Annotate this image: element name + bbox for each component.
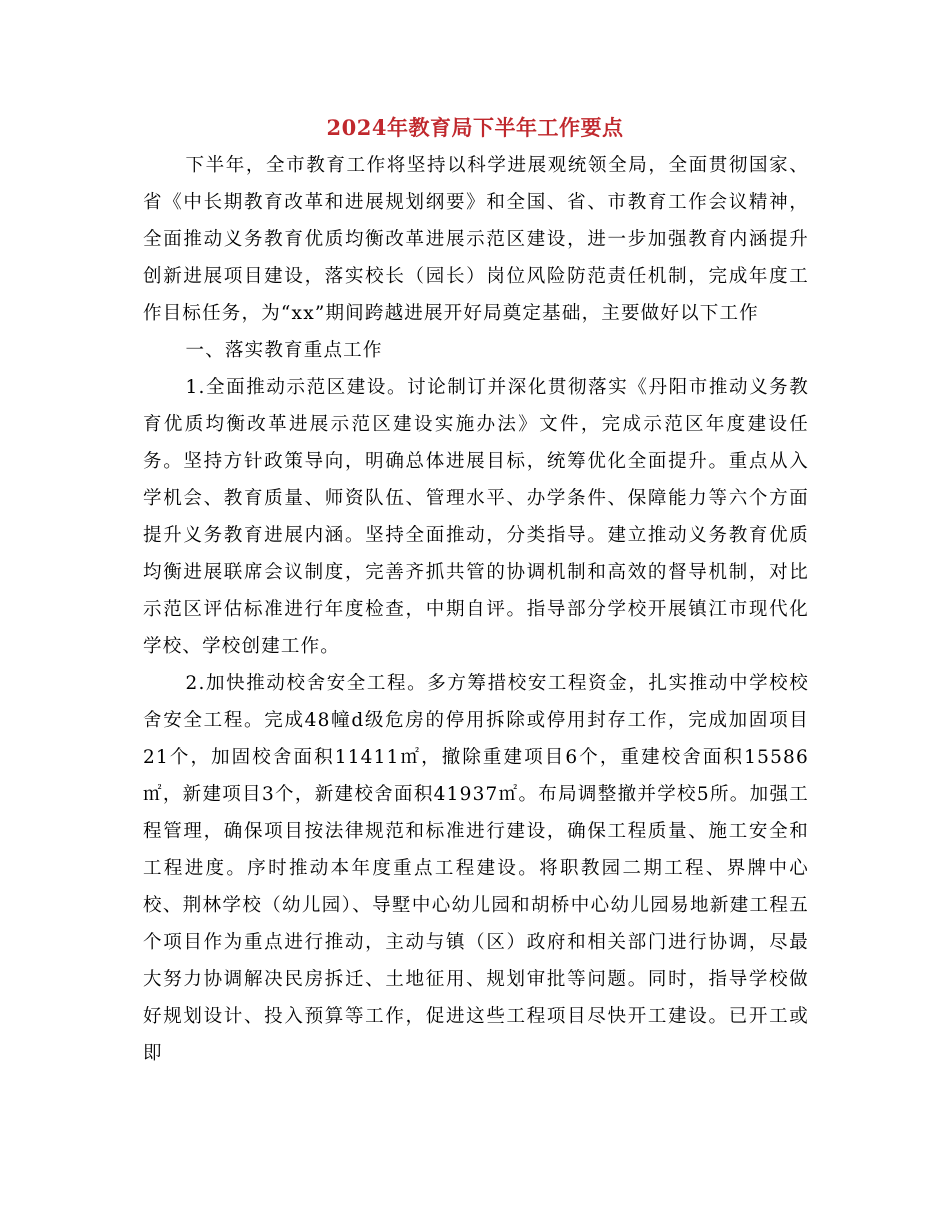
item-paragraph-2: 2.加快推动校舍安全工程。多方筹措校安工程资金，扎实推动中学校校舍安全工程。完成48幢d级危房的停用拆除或停用封存工作，完成加固项目21个，加固校舍面积11411㎡，撤除重建项目6个，重建校舍面积15586㎡，新建项目3个，新建校舍面积41937㎡。布局调整撤并学校5所。加强工程管理，确保项目按法律规范和标准进行建设，确保工程质量、施工安全和工程进度。序时推动本年度重点工程建设。将职教园二期工程、界牌中心校、荆林学校（幼儿园）、导墅中心幼儿园和胡桥中心幼儿园易地新建工程五个项目作为重点进行推动，主动与镇（区）政府和相关部门进行协调，尽最大努力协调解决民房拆迁、土地征用、规划审批等问题。同时，指导学校做好规划设计、投入预算等工作，促进这些工程项目尽快开工建设。已开工或即 [143,673,809,1064]
item-paragraph-1: 1.全面推动示范区建设。讨论制订并深化贯彻落实《丹阳市推动义务教育优质均衡改革进展示范区建设实施办法》文件，完成示范区年度建设任务。坚持方针政策导向，明确总体进展目标，统筹优化全面提升。重点从入学机会、教育质量、师资队伍、管理水平、办学条件、保障能力等六个方面提升义务教育进展内涵。坚持全面推动，分类指导。建立推动义务教育优质均衡进展联席会议制度，完善齐抓共管的协调机制和高效的督导机制，对比示范区评估标准进行年度检查，中期自评。指导部分学校开展镇江市现代化学校、学校创建工作。 [143,377,809,657]
section-heading: 一、落实教育重点工作 [185,340,383,361]
document-body [143,147,809,1072]
document-title: 2024年教育局下半年工作要点 [326,115,624,140]
intro-paragraph: 下半年，全市教育工作将坚持以科学进展观统领全局，全面贯彻国家、省《中长期教育改革和进展规划纲要》和全国、省、市教育工作会议精神，全面推动义务教育优质均衡改革进展示范区建设，进一步加强教育内涵提升创新进展项目建设，落实校长（园长）岗位风险防范责任机制，完成年度工作目标任务，为“xx”期间跨越进展开好局奠定基础，主要做好以下工作 [143,155,809,324]
